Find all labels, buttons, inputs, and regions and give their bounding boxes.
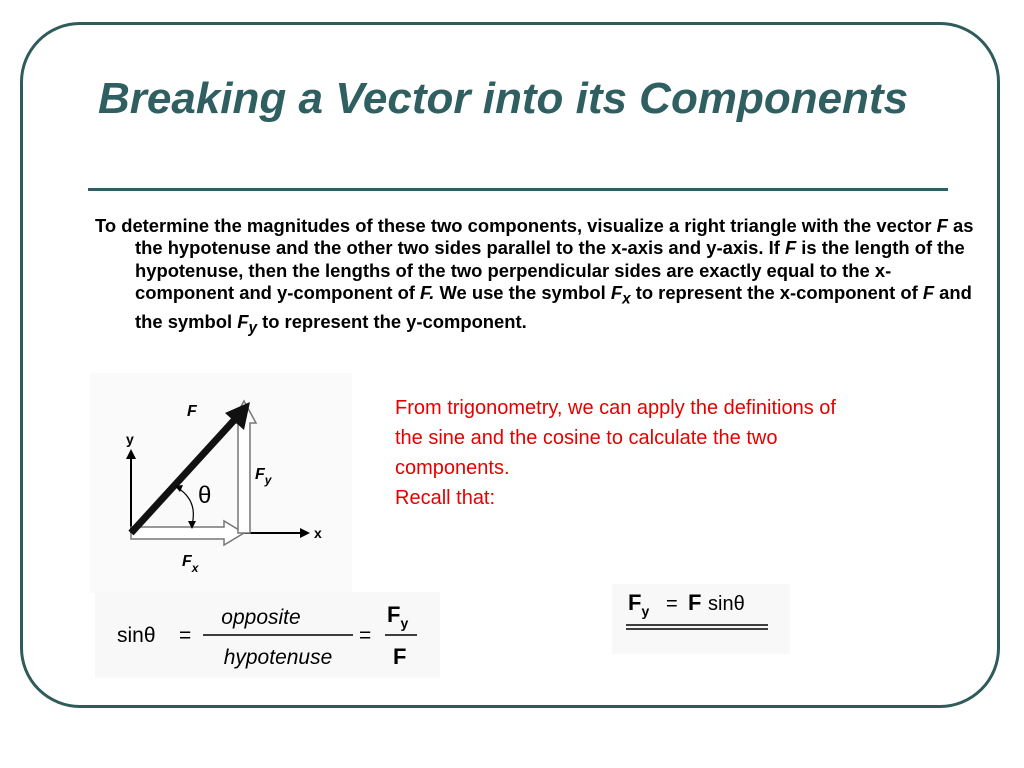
vector-f-label: F (187, 403, 197, 420)
fy-label (255, 466, 273, 487)
fy-formula-svg (612, 584, 790, 654)
vector-f-symbol: F (784, 237, 797, 259)
theta-label: θ (198, 482, 212, 509)
vector-f-line (131, 417, 237, 533)
x-axis-label: x (314, 525, 322, 541)
y-axis-label: y (126, 431, 134, 447)
body-text-6: and the symbol (135, 282, 972, 333)
body-text-5: to represent the x-component of (630, 282, 923, 304)
equals-sign: = (666, 593, 678, 615)
sine-formula-svg (95, 592, 440, 678)
fx-base: F (610, 282, 623, 304)
vector-f-symbol: F (936, 215, 948, 236)
equals-sign: = (359, 624, 372, 647)
fy-symbol (237, 311, 257, 337)
y-axis-arrowhead (126, 449, 136, 459)
f-symbol: F (688, 590, 702, 615)
fy-formula-lhs-base: F (628, 590, 642, 615)
body-text-1: To determine the magnitudes of these two components, visualize a right triangle with the vector (95, 215, 937, 236)
fx-subscript: x (622, 290, 631, 308)
fy-numerator-subscript: y (400, 615, 409, 631)
f-denominator: F (393, 644, 407, 669)
body-text-2: as the hypotenuse and the other two sides parallel to the x-axis and y-axis. If (135, 215, 974, 259)
vector-f-symbol: F (922, 282, 935, 304)
recall-text: Recall that: (395, 487, 496, 509)
fx-component-arrow (131, 521, 244, 545)
hypotenuse-denominator: hypotenuse (223, 646, 333, 669)
body-text-3: is the length of the hypotenuse, then the lengths of the two perpendicular sides are exactly equal to the x-component and y-component of (135, 237, 965, 304)
fx-symbol (610, 282, 631, 308)
fy-formula-lhs (628, 590, 649, 619)
slide-title: Breaking a Vector into its Components (98, 74, 909, 123)
equals-sign: = (179, 624, 192, 647)
body-paragraph (95, 215, 980, 340)
trigonometry-note-text: From trigonometry, we can apply the definitions of the sine and the cosine to calculate the two components. (395, 397, 836, 479)
sin-theta-lhs: sinθ (117, 624, 156, 647)
sin-theta-rhs: sinθ (708, 593, 745, 615)
vector-diagram (90, 373, 352, 593)
fy-formula (612, 584, 790, 654)
fy-label-subscript: y (264, 473, 272, 487)
vector-f-symbol: F. (420, 282, 435, 304)
fy-label-base: F (255, 466, 265, 483)
fy-subscript: y (248, 319, 257, 337)
body-text-7: to represent the y-component. (256, 311, 527, 333)
title-underline (88, 188, 948, 191)
fy-numerator (387, 602, 408, 631)
fy-numerator-base: F (387, 602, 401, 627)
angle-arc (178, 488, 193, 525)
trigonometry-note (395, 393, 865, 513)
fy-formula-lhs-subscript: y (641, 603, 650, 619)
opposite-numerator: opposite (221, 606, 301, 629)
x-axis-arrowhead (300, 528, 310, 538)
vector-diagram-svg (90, 373, 352, 593)
fx-label (182, 553, 200, 575)
sine-definition-formula (95, 592, 440, 678)
fx-label-base: F (182, 553, 192, 570)
fy-base: F (237, 311, 249, 333)
body-text-4: We use the symbol (434, 282, 611, 304)
fx-label-subscript: x (191, 561, 199, 575)
